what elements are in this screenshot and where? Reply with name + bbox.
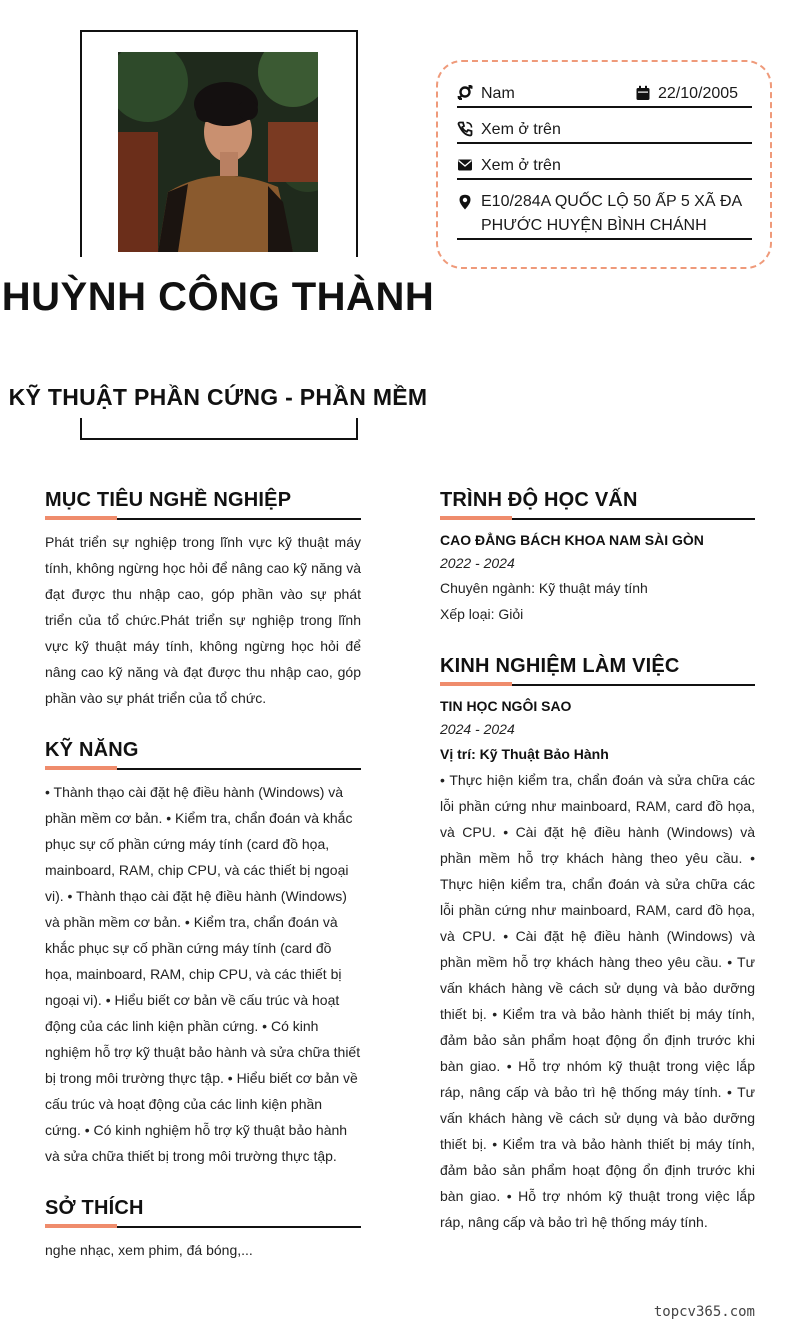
hobbies-accent	[45, 1224, 117, 1228]
education-rank: Xếp loại: Giỏi	[440, 606, 524, 622]
map-pin-icon	[457, 194, 473, 210]
candidate-position: KỸ THUẬT PHẦN CỨNG - PHẦN MỀM	[8, 384, 428, 410]
calendar-icon	[635, 85, 651, 101]
hobbies-text: nghe nhạc, xem phim, đá bóng,...	[45, 1242, 253, 1258]
education-period: 2022 - 2024	[440, 555, 515, 571]
skills-accent	[45, 766, 117, 770]
header-frame-bottom	[80, 418, 358, 440]
contact-phone: Xem ở trên	[481, 121, 561, 138]
contact-address: E10/284A QUỐC LỘ 50 ẤP 5 XÃ ĐA PHƯỚC HUYỆN BÌNH CHÁNH	[481, 193, 742, 234]
objective-title: MỤC TIÊU NGHỀ NGHIỆP	[45, 489, 292, 511]
experience-title: KINH NGHIỆM LÀM VIỆC	[440, 655, 680, 677]
objective-text: Phát triển sự nghiệp trong lĩnh vực kỹ thuật máy tính, không ngừng học hỏi để nâng cao kỹ năng và đạt được thu nhập cao, góp phần vào sự phát triển của tổ chức.Phát triển sự nghiệp trong lĩnh vực kỹ thuật máy tính, không ngừng học hỏi để nâng cao kỹ năng và đạt được thu nhập cao, góp phần vào sự phát triển của tổ chức.	[45, 534, 361, 706]
contact-row-address	[457, 190, 752, 240]
phone-icon	[457, 121, 473, 137]
envelope-icon	[457, 157, 473, 173]
profile-photo-illustration	[118, 52, 318, 252]
contact-email: Xem ở trên	[481, 157, 561, 174]
objective-accent	[45, 516, 117, 520]
footer-brand: topcv365.com	[653, 1304, 755, 1320]
contact-dob: 22/10/2005	[658, 85, 739, 102]
profile-photo	[118, 52, 318, 252]
skills-text: • Thành thạo cài đặt hệ điều hành (Windows) và phần mềm cơ bản. • Kiểm tra, chẩn đoán và khắc phục sự cố phần cứng máy tính (card đồ họa, mainboard, RAM, chip CPU, và các thiết bị ngoại vi). • Thành thạo cài đặt hệ điều hành (Windows) và phần mềm cơ bản. • Kiểm tra, chẩn đoán và khắc phục sự cố phần cứng máy tính (card đồ họa, mainboard, RAM, chip CPU, và các thiết bị ngoại vi). • Hiểu biết cơ bản về cấu trúc và hoạt động của các linh kiện phần cứng. • Có kinh nghiệm hỗ trợ kỹ thuật bảo hành và sửa chữa thiết bị trong môi trường thực tập. • Hiểu biết cơ bản về cấu trúc và hoạt động của các linh kiện phần cứng. • Có kinh nghiệm hỗ trợ kỹ thuật bảo hành và sửa chữa thiết bị trong môi trường thực tập.	[45, 784, 361, 1164]
hobbies-title: SỞ THÍCH	[45, 1197, 144, 1219]
experience-company: TIN HỌC NGÔI SAO	[440, 698, 572, 714]
education-accent	[440, 516, 512, 520]
experience-accent	[440, 682, 512, 686]
education-title: TRÌNH ĐỘ HỌC VẤN	[440, 489, 638, 511]
contact-row-phone	[457, 118, 752, 144]
experience-text: • Thực hiện kiểm tra, chẩn đoán và sửa chữa các lỗi phần cứng như mainboard, RAM, card đồ họa, và CPU. • Cài đặt hệ điều hành (Windows) và phần mềm hỗ trợ khách hàng theo yêu cầu. • Thực hiện kiểm tra, chẩn đoán và sửa chữa các lỗi phần cứng như mainboard, RAM, card đồ họa, và CPU. • Cài đặt hệ điều hành (Windows) và phần mềm hỗ trợ khách hàng theo yêu cầu. • Tư vấn khách hàng về cách sử dụng và bảo dưỡng thiết bị. • Kiểm tra và bảo hành thiết bị máy tính, đảm bảo sản phẩm hoạt động ổn định trước khi bàn giao. • Hỗ trợ nhóm kỹ thuật trong việc lắp ráp, nâng cấp và bảo trì hệ thống máy tính. • Tư vấn khách hàng về cách sử dụng và bảo dưỡng thiết bị. • Kiểm tra và bảo hành thiết bị máy tính, đảm bảo sản phẩm hoạt động ổn định trước khi bàn giao. • Hỗ trợ nhóm kỹ thuật trong việc lắp ráp, nâng cấp và bảo trì hệ thống máy tính.	[440, 772, 755, 1230]
education-school: CAO ĐẲNG BÁCH KHOA NAM SÀI GÒN	[440, 532, 704, 548]
education-major: Chuyên ngành: Kỹ thuật máy tính	[440, 580, 648, 596]
contact-row-email	[457, 154, 752, 180]
contact-row-gender	[457, 82, 752, 108]
experience-role: Vị trí: Kỹ Thuật Bảo Hành	[440, 746, 609, 762]
candidate-name: HUỲNH CÔNG THÀNH	[1, 275, 435, 319]
gender-icon	[457, 85, 473, 101]
experience-period: 2024 - 2024	[440, 721, 515, 737]
skills-title: KỸ NĂNG	[45, 739, 139, 761]
contact-gender: Nam	[481, 85, 515, 102]
